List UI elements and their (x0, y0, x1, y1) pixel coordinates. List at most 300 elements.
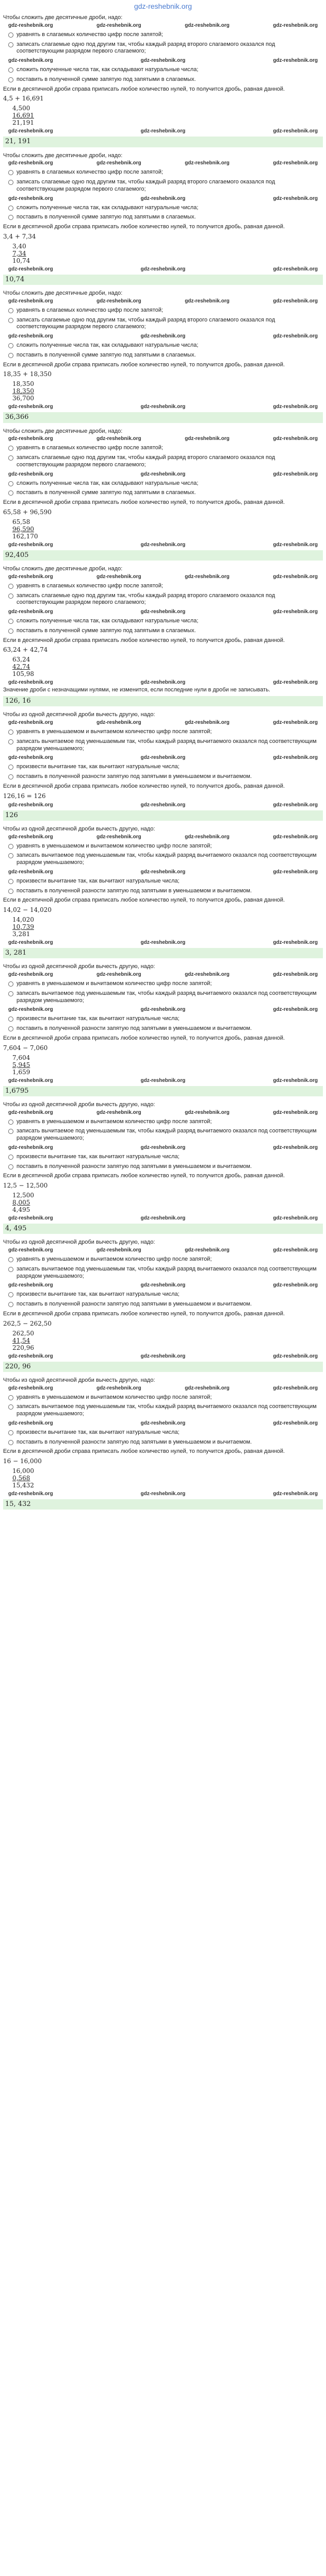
rule-intro: Чтобы из одной десятичной дроби вычесть другую, надо: (3, 1377, 155, 1383)
rule-step (3, 773, 323, 781)
step-bullet-icon (8, 215, 13, 220)
step-bullet-icon (8, 1302, 13, 1307)
watermark: gdz-reshebnik.org (273, 541, 318, 548)
watermark-row (3, 1247, 323, 1253)
calc-row: 0,568 (12, 1475, 30, 1482)
calc-row: 63,24 (12, 656, 30, 664)
rule-step (3, 31, 323, 39)
step-bullet-icon (8, 1164, 13, 1170)
watermark-row (3, 471, 323, 478)
answer-line: 126, 16 (3, 696, 323, 706)
rule-step (3, 1291, 323, 1298)
step-text: уравнять в уменьшаемом и вычитаемом количество цифр после запятой; (17, 980, 212, 987)
step-text: уравнять в уменьшаемом и вычитаемом количество цифр после запятой; (17, 842, 212, 849)
rule-step (3, 480, 323, 487)
watermark: gdz-reshebnik.org (96, 1109, 141, 1115)
step-text: произвести вычитание так, как вычитают натуральные числа; (17, 877, 180, 884)
step-text: уравнять в слагаемых количество цифр после запятой; (17, 31, 164, 38)
step-bullet-icon (8, 1292, 13, 1297)
watermark: gdz-reshebnik.org (8, 834, 53, 840)
column-calculation (3, 916, 323, 938)
step-bullet-icon (8, 1026, 13, 1031)
rule-intro: Чтобы из одной десятичной дроби вычесть другую, надо: (3, 711, 155, 718)
step-text: записать вычитаемое под уменьшаемым так, чтобы каждый разряд вычитаемого оказался под соответствующим разрядом уменьшаемого; (17, 852, 317, 866)
step-bullet-icon (8, 353, 13, 358)
rule-intro: Чтобы сложить две десятичные дроби, надо: (3, 152, 123, 159)
watermark-row (3, 1385, 323, 1392)
calc-result: 4,495 (12, 1206, 30, 1213)
watermark: gdz-reshebnik.org (140, 1215, 186, 1221)
example-expression: 16 − 16,000 (3, 1458, 42, 1465)
watermark: gdz-reshebnik.org (185, 160, 230, 166)
rule-step (3, 990, 323, 1005)
step-text: произвести вычитание так, как вычитают натуральные числа; (17, 1429, 180, 1435)
calc-row: 4,500 (12, 105, 30, 112)
rule-step (3, 205, 323, 212)
watermark: gdz-reshebnik.org (185, 436, 230, 442)
calc-row: 41,54 (12, 1336, 30, 1344)
watermark-row (3, 128, 323, 134)
calc-row: 18,350 (12, 387, 34, 395)
rule-step (3, 1256, 323, 1263)
step-text: записать слагаемые одно под другим так, чтобы каждый разряд второго слагаемого оказался под соответствующим разрядом первого слагаемого; (17, 316, 275, 330)
column-calculation (3, 656, 323, 677)
rule-step (3, 1429, 323, 1436)
rule-step (3, 592, 323, 607)
rule-step (3, 352, 323, 359)
step-bullet-icon (8, 981, 13, 987)
watermark: gdz-reshebnik.org (96, 1385, 141, 1391)
example-expression: 126,16 = 126 (3, 792, 46, 800)
rule-intro: Чтобы сложить две десятичные дроби, надо: (3, 428, 123, 434)
watermark: gdz-reshebnik.org (273, 1353, 318, 1359)
step-text: произвести вычитание так, как вычитают натуральные числа; (17, 1015, 180, 1022)
rule-step (3, 1118, 323, 1126)
rule-tail: Если в десятичной дроби справа приписать любое количество нулей, то получится дробь, равная данной. (3, 86, 285, 92)
answer-line: 15, 432 (3, 1499, 323, 1510)
answer-line: 36,366 (3, 412, 323, 422)
watermark: gdz-reshebnik.org (273, 1420, 318, 1426)
step-bullet-icon (8, 1404, 13, 1410)
example-block (0, 709, 326, 821)
watermark-row (3, 404, 323, 410)
rule-tail: Если в десятичной дроби справа приписать любое количество нулей, то получится дробь, равная данной. (3, 499, 285, 505)
watermark-row (3, 542, 323, 548)
watermark-row (3, 266, 323, 273)
example-block (0, 824, 326, 959)
example-block (0, 961, 326, 1096)
watermark: gdz-reshebnik.org (185, 972, 230, 977)
rule-step (3, 1163, 323, 1171)
column-calculation (3, 1467, 323, 1489)
watermark: gdz-reshebnik.org (8, 1282, 53, 1289)
calc-result: 220,96 (12, 1344, 34, 1351)
watermark-row (3, 298, 323, 304)
step-text: сложить полученные числа так, как складывают натуральные числа; (17, 204, 199, 211)
step-text: уравнять в слагаемых количество цифр после запятой; (17, 169, 164, 176)
watermark-row (3, 940, 323, 946)
watermark: gdz-reshebnik.org (8, 680, 53, 686)
calc-row: 96,590 (12, 525, 34, 533)
rule-step (3, 342, 323, 349)
step-text: поставить в полученной сумме запятую под запятыми в слагаемых. (17, 627, 196, 634)
watermark: gdz-reshebnik.org (273, 680, 318, 686)
step-bullet-icon (8, 446, 13, 451)
step-bullet-icon (8, 206, 13, 211)
step-bullet-icon (8, 1257, 13, 1262)
watermark: gdz-reshebnik.org (8, 755, 53, 761)
watermark: gdz-reshebnik.org (185, 834, 230, 840)
watermark: gdz-reshebnik.org (8, 1144, 53, 1150)
step-text: поставить в полученной разности запятую под запятыми в уменьшаемом и вычитаемом. (17, 1438, 252, 1445)
answer-line: 92,405 (3, 550, 323, 561)
example-block (0, 288, 326, 423)
step-bullet-icon (8, 889, 13, 894)
rule-tail: Если в десятичной дроби справа приписать любое количество нулей, то получится дробь, равная данной. (3, 783, 285, 789)
watermark: gdz-reshebnik.org (8, 573, 53, 580)
column-calculation (3, 105, 323, 126)
rule-step (3, 307, 323, 314)
watermark: gdz-reshebnik.org (8, 869, 53, 875)
rule-intro: Чтобы из одной десятичной дроби вычесть другую, надо: (3, 1239, 155, 1246)
watermark: gdz-reshebnik.org (273, 609, 318, 615)
calc-row: 7,604 (12, 1054, 30, 1061)
rule-step (3, 41, 323, 56)
example-expression: 262,5 − 262,50 (3, 1319, 52, 1327)
watermark: gdz-reshebnik.org (8, 940, 53, 945)
rule-step (3, 1439, 323, 1446)
answer-line: 4, 495 (3, 1224, 323, 1234)
step-bullet-icon (8, 1267, 13, 1272)
step-bullet-icon (8, 739, 13, 744)
step-text: записать слагаемые одно под другим так, чтобы каждый разряд второго слагаемого оказался под соответствующим разрядом первого слагаемого; (17, 179, 275, 192)
column-calculation (3, 380, 323, 402)
rule-tail: Если в десятичной дроби справа приписать любое количество нулей, то получится дробь, равная данной. (3, 1310, 285, 1317)
rule-intro: Чтобы сложить две десятичные дроби, надо: (3, 14, 123, 21)
watermark: gdz-reshebnik.org (140, 1077, 186, 1083)
watermark-row (3, 1491, 323, 1497)
step-text: сложить полученные числа так, как складывают натуральные числа; (17, 618, 199, 624)
calc-row: 262,50 (12, 1329, 34, 1337)
watermark: gdz-reshebnik.org (8, 22, 53, 28)
step-text: записать вычитаемое под уменьшаемым так, чтобы каждый разряд вычитаемого оказался под соответствующим разрядом уменьшаемого; (17, 1265, 317, 1279)
watermark-row (3, 834, 323, 840)
step-bullet-icon (8, 594, 13, 599)
rule-intro: Чтобы сложить две десятичные дроби, надо: (3, 290, 123, 296)
step-bullet-icon (8, 774, 13, 779)
step-text: уравнять в слагаемых количество цифр после запятой; (17, 307, 164, 313)
example-block (0, 564, 326, 706)
column-calculation (3, 243, 323, 264)
column-calculation (3, 518, 323, 540)
content (0, 12, 326, 1510)
example-expression: 65,58 + 96,590 (3, 508, 52, 516)
watermark: gdz-reshebnik.org (273, 128, 318, 134)
watermark-row (3, 1215, 323, 1222)
watermark: gdz-reshebnik.org (140, 541, 186, 548)
step-text: сложить полученные числа так, как складывают натуральные числа; (17, 480, 199, 486)
watermark: gdz-reshebnik.org (140, 1353, 186, 1359)
example-block (0, 150, 326, 285)
watermark: gdz-reshebnik.org (273, 58, 318, 63)
watermark: gdz-reshebnik.org (8, 160, 53, 166)
watermark: gdz-reshebnik.org (273, 720, 318, 725)
watermark: gdz-reshebnik.org (8, 972, 53, 977)
watermark: gdz-reshebnik.org (140, 680, 186, 686)
watermark: gdz-reshebnik.org (273, 333, 318, 339)
watermark: gdz-reshebnik.org (273, 1282, 318, 1289)
example-block (0, 1099, 326, 1234)
watermark: gdz-reshebnik.org (140, 869, 186, 875)
watermark: gdz-reshebnik.org (273, 471, 318, 477)
column-calculation (3, 1330, 323, 1351)
example-expression: 18,35 + 18,350 (3, 370, 52, 378)
watermark: gdz-reshebnik.org (273, 1491, 318, 1497)
watermark: gdz-reshebnik.org (8, 195, 53, 201)
step-bullet-icon (8, 490, 13, 496)
calc-row: 8,005 (12, 1199, 30, 1206)
watermark: gdz-reshebnik.org (140, 940, 186, 945)
watermark-row (3, 1353, 323, 1360)
watermark: gdz-reshebnik.org (273, 802, 318, 808)
step-bullet-icon (8, 879, 13, 884)
rule-intro: Чтобы из одной десятичной дроби вычесть другую, надо: (3, 1101, 155, 1108)
example-expression: 14,02 − 14,020 (3, 906, 52, 913)
watermark-row (3, 1007, 323, 1013)
watermark: gdz-reshebnik.org (8, 1215, 53, 1221)
calc-row: 42,74 (12, 663, 30, 671)
rule-tail: Если в десятичной дроби справа приписать любое количество нулей, то получится дробь, равная данной. (3, 897, 285, 904)
watermark: gdz-reshebnik.org (8, 1247, 53, 1253)
watermark: gdz-reshebnik.org (96, 1247, 141, 1253)
step-bullet-icon (8, 32, 13, 38)
step-text: уравнять в уменьшаемом и вычитаемом количество цифр после запятой; (17, 728, 212, 735)
watermark: gdz-reshebnik.org (273, 834, 318, 840)
watermark: gdz-reshebnik.org (273, 160, 318, 166)
calc-result: 105,98 (12, 670, 34, 678)
step-text: записать вычитаемое под уменьшаемым так, чтобы каждый разряд вычитаемого оказался под соответствующим разрядом уменьшаемого; (17, 990, 317, 1004)
watermark: gdz-reshebnik.org (185, 573, 230, 580)
rule-step (3, 888, 323, 895)
watermark-row (3, 1145, 323, 1151)
step-bullet-icon (8, 308, 13, 313)
calc-result: 3,281 (12, 930, 30, 938)
rule-step (3, 583, 323, 590)
calc-result: 36,700 (12, 395, 34, 402)
step-text: поставить в полученной разности запятую под запятыми в уменьшаемом и вычитаемом. (17, 1025, 252, 1031)
step-bullet-icon (8, 853, 13, 858)
step-text: поставить в полученной разности запятую под запятыми в уменьшаемом и вычитаемом. (17, 1301, 252, 1307)
step-text: записать слагаемые одно под другим так, чтобы каждый разряд второго слагаемого оказался под соответствующим разрядом первого слагаемого; (17, 41, 275, 55)
watermark: gdz-reshebnik.org (140, 128, 186, 134)
step-text: поставить в полученной сумме запятую под запятыми в слагаемых. (17, 351, 196, 358)
watermark: gdz-reshebnik.org (273, 940, 318, 945)
watermark: gdz-reshebnik.org (273, 298, 318, 304)
step-bullet-icon (8, 629, 13, 634)
watermark-row (3, 869, 323, 875)
watermark: gdz-reshebnik.org (8, 802, 53, 808)
watermark: gdz-reshebnik.org (8, 1420, 53, 1426)
watermark-row (3, 680, 323, 686)
step-bullet-icon (8, 1129, 13, 1134)
watermark: gdz-reshebnik.org (8, 1109, 53, 1115)
step-text: уравнять в уменьшаемом и вычитаемом количество цифр после запятой; (17, 1394, 212, 1400)
example-expression: 3,4 + 7,34 (3, 232, 36, 240)
answer-line: 10,74 (3, 275, 323, 285)
watermark: gdz-reshebnik.org (273, 1007, 318, 1013)
step-bullet-icon (8, 1395, 13, 1400)
step-bullet-icon (8, 170, 13, 175)
calc-row: 16,691 (12, 112, 34, 120)
rule-intro: Чтобы из одной десятичной дроби вычесть другую, надо: (3, 963, 155, 970)
step-text: записать вычитаемое под уменьшаемым так, чтобы каждый разряд вычитаемого оказался под соответствующим разрядом уменьшаемого; (17, 738, 317, 752)
watermark: gdz-reshebnik.org (96, 298, 141, 304)
watermark-row (3, 609, 323, 615)
answer-line: 3, 281 (3, 948, 323, 958)
watermark: gdz-reshebnik.org (140, 802, 186, 808)
rule-step (3, 878, 323, 885)
watermark-row (3, 160, 323, 166)
rule-step (3, 628, 323, 635)
watermark: gdz-reshebnik.org (273, 1247, 318, 1253)
watermark-row (3, 1420, 323, 1427)
watermark: gdz-reshebnik.org (140, 1007, 186, 1013)
watermark: gdz-reshebnik.org (8, 720, 53, 725)
step-text: произвести вычитание так, как вычитают натуральные числа; (17, 1153, 180, 1160)
watermark: gdz-reshebnik.org (8, 266, 53, 272)
step-text: сложить полученные числа так, как складывают натуральные числа; (17, 66, 199, 73)
step-text: поставить в полученной сумме запятую под запятыми в слагаемых. (17, 489, 196, 496)
watermark: gdz-reshebnik.org (96, 720, 141, 725)
step-bullet-icon (8, 1016, 13, 1022)
watermark-row (3, 574, 323, 580)
rule-step (3, 980, 323, 988)
calc-row: 65,58 (12, 518, 30, 526)
watermark: gdz-reshebnik.org (8, 58, 53, 63)
watermark: gdz-reshebnik.org (140, 1144, 186, 1150)
example-block (0, 426, 326, 561)
step-text: поставить в полученной разности запятую под запятыми в уменьшаемом и вычитаемом. (17, 773, 252, 779)
watermark: gdz-reshebnik.org (185, 298, 230, 304)
step-bullet-icon (8, 481, 13, 486)
rule-step (3, 454, 323, 469)
rule-step (3, 489, 323, 497)
watermark: gdz-reshebnik.org (273, 755, 318, 761)
watermark: gdz-reshebnik.org (8, 1385, 53, 1391)
step-text: записать вычитаемое под уменьшаемым так, чтобы каждый разряд вычитаемого оказался под соответствующим разрядом уменьшаемого; (17, 1403, 317, 1417)
calc-result: 15,432 (12, 1482, 34, 1489)
rule-step (3, 1015, 323, 1023)
step-text: поставить в полученной сумме запятую под запятыми в слагаемых. (17, 76, 196, 82)
watermark: gdz-reshebnik.org (140, 1282, 186, 1289)
step-text: записать вычитаемое под уменьшаемым так, чтобы каждый разряд вычитаемого оказался под соответствующим разрядом уменьшаемого; (17, 1128, 317, 1141)
column-calculation (3, 1192, 323, 1213)
rule-step (3, 66, 323, 74)
site-title[interactable]: gdz-reshebnik.org (134, 2, 192, 10)
step-bullet-icon (8, 991, 13, 996)
watermark: gdz-reshebnik.org (273, 404, 318, 410)
rule-step (3, 1154, 323, 1161)
watermark: gdz-reshebnik.org (185, 720, 230, 725)
watermark: gdz-reshebnik.org (140, 266, 186, 272)
rule-tail: Если в десятичной дроби справа приписать любое количество нулей, то получится дробь, равная данной. (3, 361, 285, 368)
watermark: gdz-reshebnik.org (140, 58, 186, 63)
calc-row: 18,350 (12, 380, 34, 388)
watermark: gdz-reshebnik.org (185, 1247, 230, 1253)
step-text: записать слагаемые одно под другим так, чтобы каждый разряд второго слагаемого оказался под соответствующим разрядом первого слагаемого; (17, 592, 275, 606)
watermark: gdz-reshebnik.org (140, 609, 186, 615)
step-bullet-icon (8, 765, 13, 770)
watermark-row (3, 802, 323, 808)
watermark: gdz-reshebnik.org (140, 755, 186, 761)
watermark: gdz-reshebnik.org (185, 1109, 230, 1115)
watermark-row (3, 1282, 323, 1289)
step-bullet-icon (8, 77, 13, 82)
watermark: gdz-reshebnik.org (8, 541, 53, 548)
watermark-row (3, 972, 323, 978)
rule-tail: Если в десятичной дроби справа приписать любое количество нулей, то получится дробь, равная данной. (3, 224, 285, 230)
step-bullet-icon (8, 1155, 13, 1160)
rule-intro: Чтобы сложить две десятичные дроби, надо: (3, 566, 123, 572)
watermark: gdz-reshebnik.org (273, 1215, 318, 1221)
rule-step (3, 843, 323, 850)
calc-row: 3,40 (12, 242, 26, 250)
watermark: gdz-reshebnik.org (96, 160, 141, 166)
example-expression: 7,604 − 7,060 (3, 1044, 48, 1052)
calc-result: 21,191 (12, 119, 34, 127)
rule-step (3, 445, 323, 452)
example-block (0, 12, 326, 147)
rule-step (3, 317, 323, 331)
step-bullet-icon (8, 42, 13, 47)
answer-line: 21, 191 (3, 137, 323, 147)
watermark: gdz-reshebnik.org (8, 1353, 53, 1359)
watermark-row (3, 1110, 323, 1116)
step-text: сложить полученные числа так, как складывают натуральные числа; (17, 342, 199, 348)
example-expression: 63,24 + 42,74 (3, 646, 48, 654)
step-bullet-icon (8, 67, 13, 73)
watermark: gdz-reshebnik.org (273, 436, 318, 442)
step-text: поставить в полученной разности запятую под запятыми в уменьшаемом и вычитаемом. (17, 1163, 252, 1170)
watermark: gdz-reshebnik.org (140, 471, 186, 477)
step-bullet-icon (8, 180, 13, 185)
rule-step (3, 179, 323, 193)
rule-tail: Если в десятичной дроби справа приписать любое количество нулей, то получится дробь, равная данной. (3, 1448, 285, 1455)
rule-step (3, 76, 323, 83)
step-text: записать слагаемые одно под другим так, чтобы каждый разряд второго слагаемого оказался под соответствующим разрядом первого слагаемого; (17, 454, 275, 468)
rule-intro: Чтобы из одной десятичной дроби вычесть другую, надо: (3, 825, 155, 832)
rule-step (3, 1394, 323, 1401)
calc-result: 1,659 (12, 1068, 30, 1076)
watermark: gdz-reshebnik.org (273, 1077, 318, 1083)
rule-step (3, 1301, 323, 1308)
watermark: gdz-reshebnik.org (273, 972, 318, 977)
calc-row: 14,020 (12, 916, 34, 923)
step-text: уравнять в уменьшаемом и вычитаемом количество цифр после запятой; (17, 1256, 212, 1262)
rule-step (3, 169, 323, 176)
watermark: gdz-reshebnik.org (273, 22, 318, 28)
watermark: gdz-reshebnik.org (140, 1491, 186, 1497)
step-text: уравнять в слагаемых количество цифр после запятой; (17, 582, 164, 589)
calc-row: 7,34 (12, 249, 26, 257)
rule-tail: Если в десятичной дроби справа приписать любое количество нулей, то получится дробь, равная данной. (3, 637, 285, 643)
watermark: gdz-reshebnik.org (8, 333, 53, 339)
zero-note: Значение дроби с незначащими нулями, не изменится, если последние нули в дроби не записывать. (3, 687, 270, 693)
answer-line: 1,6795 (3, 1086, 323, 1096)
watermark: gdz-reshebnik.org (8, 1077, 53, 1083)
step-text: поставить в полученной разности запятую под запятыми в уменьшаемом и вычитаемом. (17, 887, 252, 894)
calc-row: 16,000 (12, 1467, 34, 1475)
